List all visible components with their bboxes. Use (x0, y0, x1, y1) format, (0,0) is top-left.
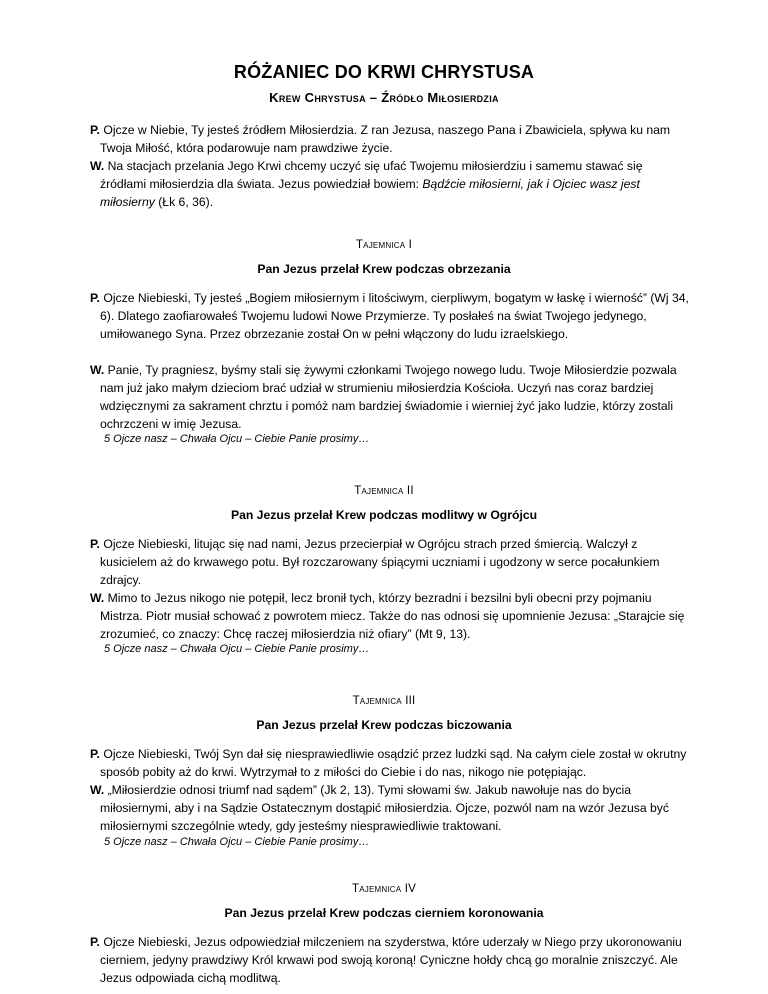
speaker-label: P. (90, 123, 100, 137)
intro-response-paragraph (90, 157, 690, 211)
mystery-number: Tajemnica III (352, 695, 416, 707)
paragraph-text: Panie, Ty pragniesz, byśmy stali się żywymi członkami Twojego nowego ludu. Twoje Miłosierdzie pozwala nam już jako małym dzieciom brać udział w strumieniu miłosierdzia Kościoła. Uczyń nas coraz bardziej wdzięcznymi za sakrament chrztu i pomóż nam bardziej świadomie i wierniej żyć jako ludzie, którzy zostali ochrzczeni w imię Jezusa. (100, 363, 677, 431)
mystery-title: Pan Jezus przelał Krew podczas obrzezania (257, 262, 511, 276)
scripture-quote: Bądźcie miłosierni, jak i Ojciec wasz jest miłosierny (100, 177, 640, 209)
intro-priest-paragraph (90, 121, 690, 157)
mystery-number: Tajemnica II (354, 485, 414, 497)
speaker-label: W. (90, 159, 105, 173)
paragraph-text: (Łk 6, 36). (154, 195, 214, 209)
mystery-number: Tajemnica IV (352, 883, 416, 895)
mystery-response-paragraph (90, 361, 690, 433)
mystery-priest-paragraph (90, 933, 690, 987)
mystery-response-paragraph (90, 589, 690, 643)
paragraph-text: Ojcze Niebieski, litując się nad nami, Jezus przecierpiał w Ogrójcu strach przed śmiercią. Walczył z kusicielem aż do krwawego potu. Był rozczarowany śpiącymi uczniami i ugodzony w serce pocałunkiem zdrajcy. (100, 537, 660, 587)
speaker-label: W. (90, 363, 105, 377)
speaker-label: W. (90, 591, 105, 605)
speaker-label: P. (90, 935, 100, 949)
prayer-note: 5 Ojcze nasz – Chwała Ojcu – Ciebie Panie prosimy… (104, 643, 370, 655)
mystery-title: Pan Jezus przelał Krew podczas cierniem koronowania (224, 906, 544, 920)
mystery-priest-paragraph (90, 289, 690, 343)
speaker-label: P. (90, 537, 100, 551)
paragraph-text: Ojcze Niebieski, Ty jesteś „Bogiem miłosiernym i litościwym, cierpliwym, bogatym w łaskę i wierność” (Wj 34, 6). Dlatego zaofiarowałeś Twojemu ludowi Nowe Przymierze. Ty posłałeś na świat Twojego jedynego, umiłowanego Syna. Przez obrzezanie został On w pełni włączony do ludu izraelskiego. (100, 291, 689, 341)
mystery-number: Tajemnica I (355, 239, 413, 251)
paragraph-text: „Miłosierdzie odnosi triumf nad sądem” (Jk 2, 13). Tymi słowami św. Jakub nawołuje nas do bycia miłosiernymi, aby i na Sądzie Ostatecznym dostąpić miłosierdzia. Ojcze, pozwól nam na wzór Jezusa być miłosiernymi szczególnie wtedy, gdy jesteśmy niesprawiedliwie traktowani. (100, 783, 669, 833)
prayer-note: 5 Ojcze nasz – Chwała Ojcu – Ciebie Panie prosimy… (104, 836, 370, 848)
mystery-priest-paragraph (90, 535, 690, 589)
prayer-note: 5 Ojcze nasz – Chwała Ojcu – Ciebie Panie prosimy… (104, 433, 370, 445)
mystery-priest-paragraph (90, 745, 690, 781)
paragraph-text: Na stacjach przelania Jego Krwi chcemy uczyć się ufać Twojemu miłosierdziu i samemu stawać się źródłami miłosierdzia dla świata. Jezus powiedział bowiem: (100, 159, 643, 191)
paragraph-text: Ojcze Niebieski, Twój Syn dał się niesprawiedliwie osądzić przez ludzki sąd. Na całym ciele został w okrutny sposób pobity aż do krwi. Wytrzymał to z miłości do Ciebie i do nas, nikogo nie potępiając. (100, 747, 687, 779)
mystery-title: Pan Jezus przelał Krew podczas biczowania (256, 718, 512, 732)
page-title: RÓŻANIEC DO KRWI CHRYSTUSA (233, 62, 535, 82)
paragraph-text: Ojcze Niebieski, Jezus odpowiedział milczeniem na szyderstwa, które uderzały w Niego przy ukoronowaniu cierniem, jedyny prawdziwy Król krwawi pod swoją koroną! Cyniczne hołdy chcą go moralnie zniszczyć. Ale Jezus odpowiada cichą modlitwą. (100, 935, 682, 985)
speaker-label: P. (90, 291, 100, 305)
paragraph-text: Mimo to Jezus nikogo nie potępił, lecz bronił tych, którzy bezradni i bezsilni byli obecni przy pojmaniu Mistrza. Piotr musiał schować z powrotem miecz. Także do nas odnosi się upomnienie Jezusa: „Starajcie się zrozumieć, co znaczy: Chcę raczej miłosierdzia niż ofiary” (Mt 9, 13). (100, 591, 685, 641)
speaker-label: P. (90, 747, 100, 761)
page-subtitle: Krew Chrystusa – Źródło Miłosierdzia (269, 90, 499, 105)
speaker-label: W. (90, 783, 105, 797)
paragraph-text: Ojcze w Niebie, Ty jesteś źródłem Miłosierdzia. Z ran Jezusa, naszego Pana i Zbawiciela, spływa ku nam Twoja Miłość, która podarowuje nam prawdziwe życie. (100, 123, 671, 155)
mystery-response-paragraph (90, 781, 690, 835)
mystery-title: Pan Jezus przelał Krew podczas modlitwy w Ogrójcu (230, 508, 538, 522)
